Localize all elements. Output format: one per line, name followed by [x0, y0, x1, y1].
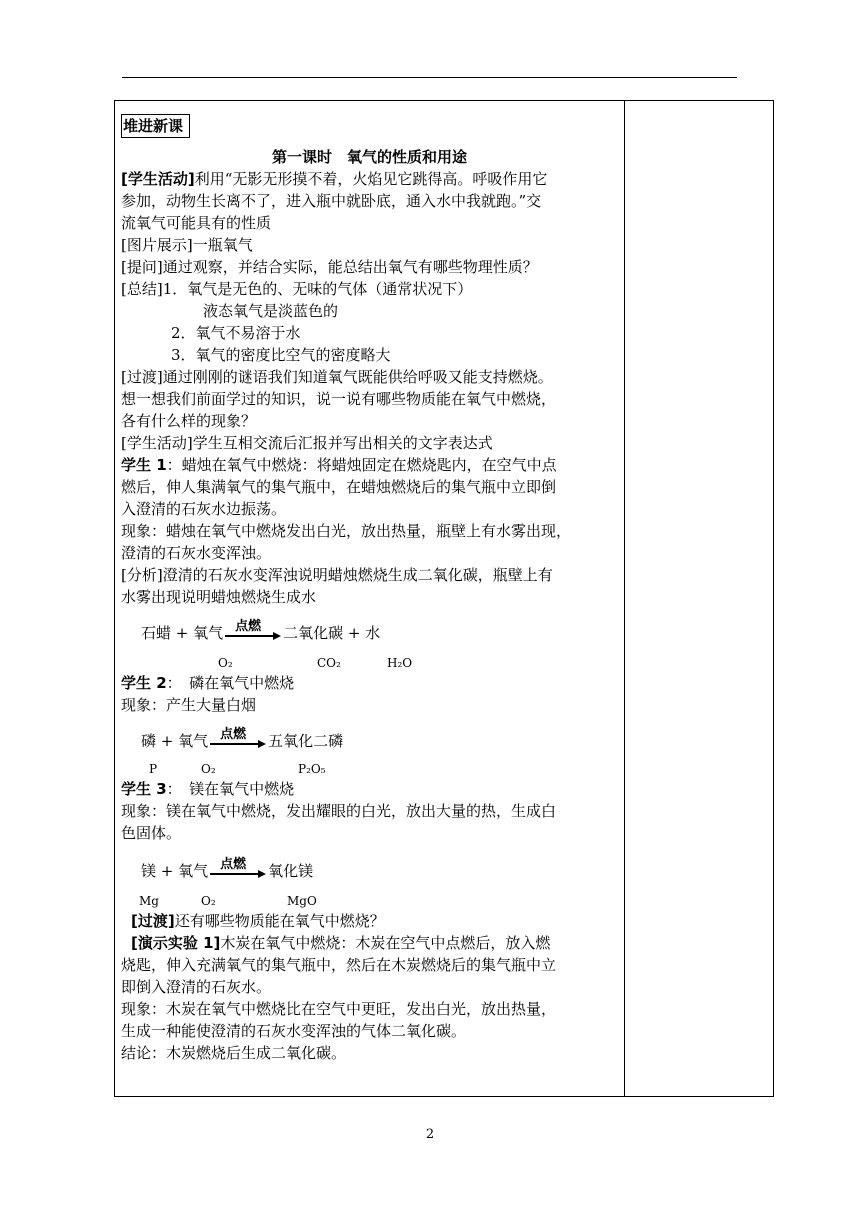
text: 结论：木炭燃烧后生成二氧化碳。 [121, 1044, 347, 1062]
label: [过渡] [121, 368, 163, 386]
reactants: 石蜡 + 氧气 [141, 624, 224, 642]
reaction-arrow [210, 727, 266, 752]
lesson-content [121, 114, 618, 1064]
text: 参加，动物生长离不了，进入瓶中就卧底，通入水中我就跑。”交 [121, 192, 542, 210]
text: 一瓶氧气 [192, 236, 253, 254]
reactants: 磷 + 氧气 [141, 732, 209, 750]
label: [学生活动] [121, 434, 193, 452]
formula: O₂ [201, 762, 216, 776]
formula-row [121, 756, 618, 778]
label: [图片展示] [121, 236, 193, 254]
formula: MgO [287, 894, 317, 908]
formula: O₂ [218, 656, 233, 670]
text: 还有哪些物质能在氧气中燃烧？ [174, 912, 385, 930]
label: [过渡] [131, 912, 175, 930]
label: [分析] [121, 566, 163, 584]
label: [提问] [121, 258, 163, 276]
label: [总结] [121, 280, 163, 298]
formula: O₂ [201, 894, 216, 908]
text: 通过观察，并结合实际，能总结出氧气有哪些物理性质？ [162, 258, 538, 276]
label: 学生 1 [121, 456, 167, 474]
label: [演示实验 1] [131, 934, 221, 952]
label: 学生 2 [121, 674, 167, 692]
text: 澄清的石灰水变浑浊。 [121, 544, 272, 562]
formula: P₂O₅ [298, 762, 326, 776]
word-equation [121, 619, 618, 644]
header-rule [122, 77, 737, 78]
condition: 点燃 [235, 619, 262, 634]
text: 即倒入澄清的石灰水。 [121, 978, 272, 996]
reaction-arrow [210, 857, 266, 882]
text: ：蜡烛在氧气中燃烧：将蜡烛固定在燃烧匙内，在空气中点 [166, 456, 557, 474]
text: 利用“无影无形摸不着，火焰见它跳得高。呼吸作用它 [194, 170, 548, 188]
text: 入澄清的石灰水边振荡。 [121, 500, 287, 518]
formula: CO₂ [317, 656, 341, 670]
text: 2．氧气不易溶于水 [171, 324, 301, 342]
label: [学生活动] [121, 170, 195, 188]
text: 液态氧气是淡蓝色的 [203, 302, 339, 320]
condition: 点燃 [220, 727, 247, 742]
formula: Mg [139, 894, 159, 908]
word-equation [121, 857, 618, 882]
formula-row [121, 650, 618, 672]
text: 现象：蜡烛在氧气中燃烧发出白光，放出热量，瓶壁上有水雾出现， [121, 522, 572, 540]
text: ： 磷在氧气中燃烧 [166, 674, 295, 692]
text: 3．氧气的密度比空气的密度略大 [171, 346, 391, 364]
products: 氧化镁 [268, 862, 314, 880]
text: 生成一种能使澄清的石灰水变浑浊的气体二氧化碳。 [121, 1022, 467, 1040]
text: 现象：木炭在氧气中燃烧比在空气中更旺，发出白光，放出热量， [121, 1000, 557, 1018]
text: 想一想我们前面学过的知识，说一说有哪些物质能在氧气中燃烧， [121, 390, 557, 408]
label: 学生 3 [121, 780, 167, 798]
text: 澄清的石灰水变浑浊说明蜡烛燃烧生成二氧化碳，瓶壁上有 [162, 566, 553, 584]
table-column-divider [624, 100, 625, 1097]
formula-row [121, 888, 618, 910]
text: 通过刚刚的谜语我们知道氧气既能供给呼吸又能支持燃烧。 [162, 368, 553, 386]
formula: P [149, 762, 158, 776]
text: ： 镁在氧气中燃烧 [166, 780, 295, 798]
products: 二氧化碳 + 水 [283, 624, 381, 642]
text: 流氧气可能具有的性质 [121, 214, 272, 232]
text: 水雾出现说明蜡烛燃烧生成水 [121, 588, 317, 606]
word-equation [121, 727, 618, 752]
text: 现象：产生大量白烟 [121, 696, 257, 714]
text: 各有什么样的现象？ [121, 412, 257, 430]
lesson-title: 第一课时 氧气的性质和用途 [271, 148, 467, 166]
text: 燃后，伸人集满氧气的集气瓶中，在蜡烛燃烧后的集气瓶中立即倒 [121, 478, 557, 496]
text: 烧匙，伸入充满氧气的集气瓶中，然后在木炭燃烧后的集气瓶中立 [121, 956, 557, 974]
reactants: 镁 + 氧气 [141, 862, 209, 880]
reaction-arrow [225, 619, 281, 644]
products: 五氧化二磷 [268, 732, 344, 750]
page-number: 2 [425, 1127, 435, 1142]
text: 学生互相交流后汇报并写出相关的文字表达式 [192, 434, 493, 452]
text: 木炭在氧气中燃烧：木炭在空气中点燃后，放入燃 [220, 934, 551, 952]
text: 色固体。 [121, 824, 182, 842]
text: 现象：镁在氧气中燃烧，发出耀眼的白光，放出大量的热，生成白 [121, 802, 557, 820]
condition: 点燃 [220, 857, 247, 872]
text: 1．氧气是无色的、无味的气体（通常状况下） [162, 280, 473, 298]
formula: H₂O [387, 656, 413, 670]
section-badge: 堆进新课 [121, 114, 190, 138]
